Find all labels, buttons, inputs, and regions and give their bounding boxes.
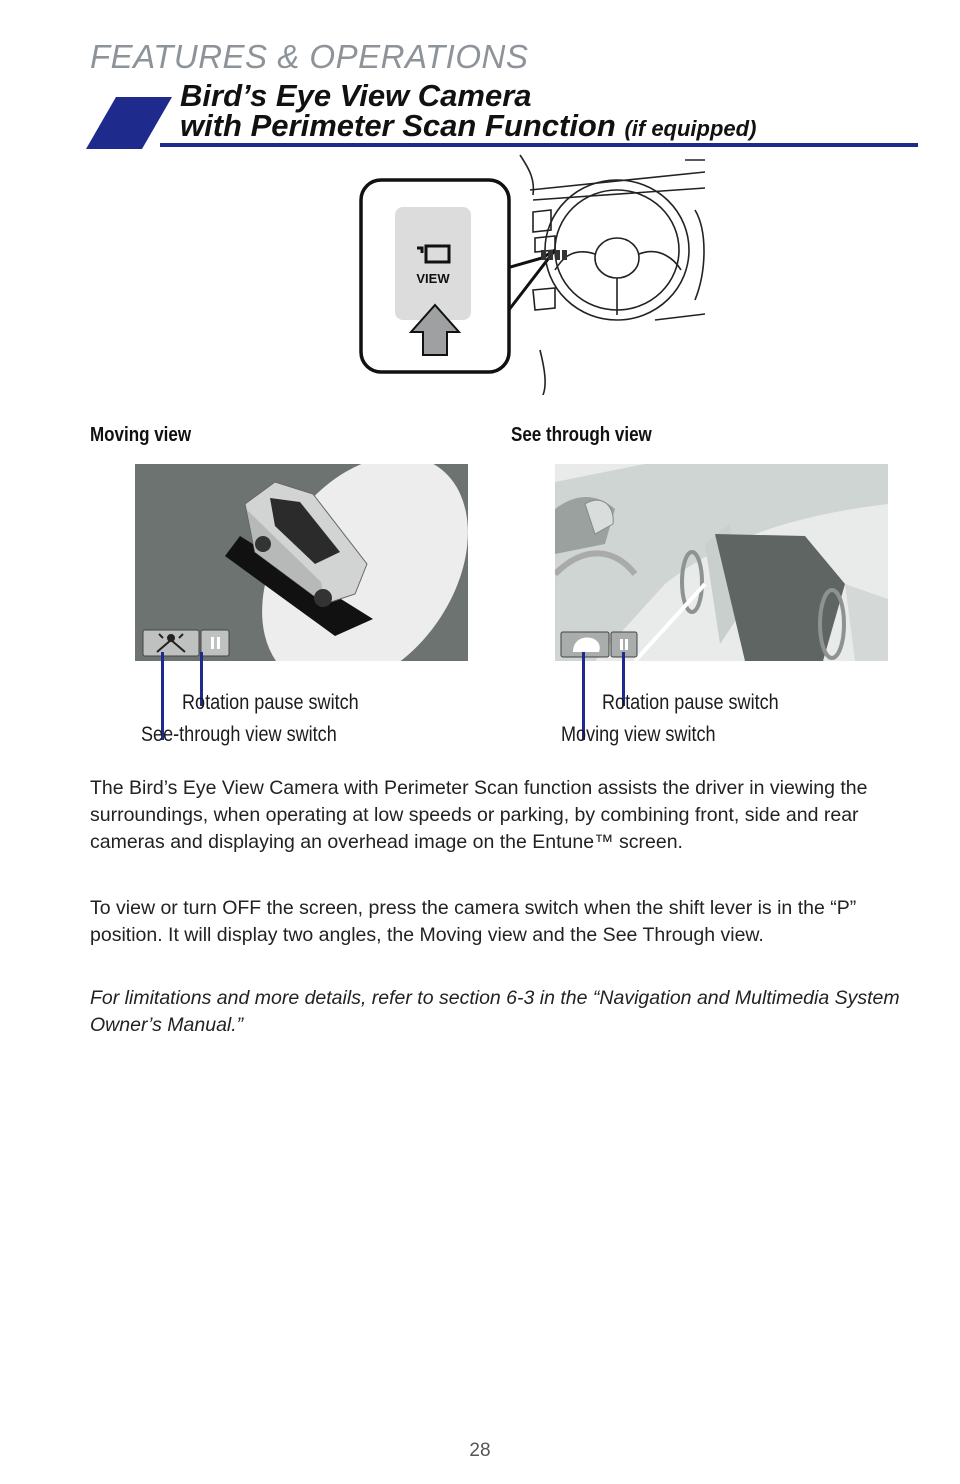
rotation-pause-switch-label-2: Rotation pause switch (602, 691, 779, 714)
page-title: Bird’s Eye View Camera (180, 78, 532, 113)
title-main: with Perimeter Scan Function (180, 108, 616, 143)
moving-view-caption: Moving view (90, 424, 192, 446)
title-qualifier: (if equipped) (624, 116, 757, 141)
body-paragraph-1: The Bird’s Eye View Camera with Perimeter Scan function assists the driver in viewing the surroundings, when operating at low speeds or parking, by combining front, side and rear cameras and displaying an overhead image on the Entune™ screen. (90, 777, 868, 853)
title-flag-icon (86, 97, 172, 149)
moving-view-screen (135, 464, 468, 661)
page-number: 28 (469, 1440, 491, 1461)
body-paragraph-3: For limitations and more details, refer to section 6-3 in the “Navigation and Multimedia System Owner’s Manual.” (90, 987, 900, 1036)
see-through-view-screen (555, 464, 888, 661)
rotation-pause-switch-label: Rotation pause switch (182, 691, 359, 714)
see-through-view-switch-label: See-through view switch (141, 723, 337, 746)
see-through-view-caption: See through view (511, 424, 652, 446)
body-paragraph-2: To view or turn OFF the screen, press the camera switch when the shift lever is in the “P” position. It will display two angles, the Moving view and the See Through view. (90, 897, 857, 946)
section-label: FEATURES & OPERATIONS (90, 38, 529, 75)
view-button-label: VIEW (416, 271, 450, 286)
page-title-continued (180, 108, 756, 144)
rotation-pause-button[interactable] (201, 630, 229, 656)
see-through-view-switch-button[interactable] (143, 630, 199, 656)
title-rule (160, 143, 918, 147)
moving-view-switch-label: Moving view switch (561, 723, 716, 746)
dashboard-illustration (355, 150, 710, 395)
